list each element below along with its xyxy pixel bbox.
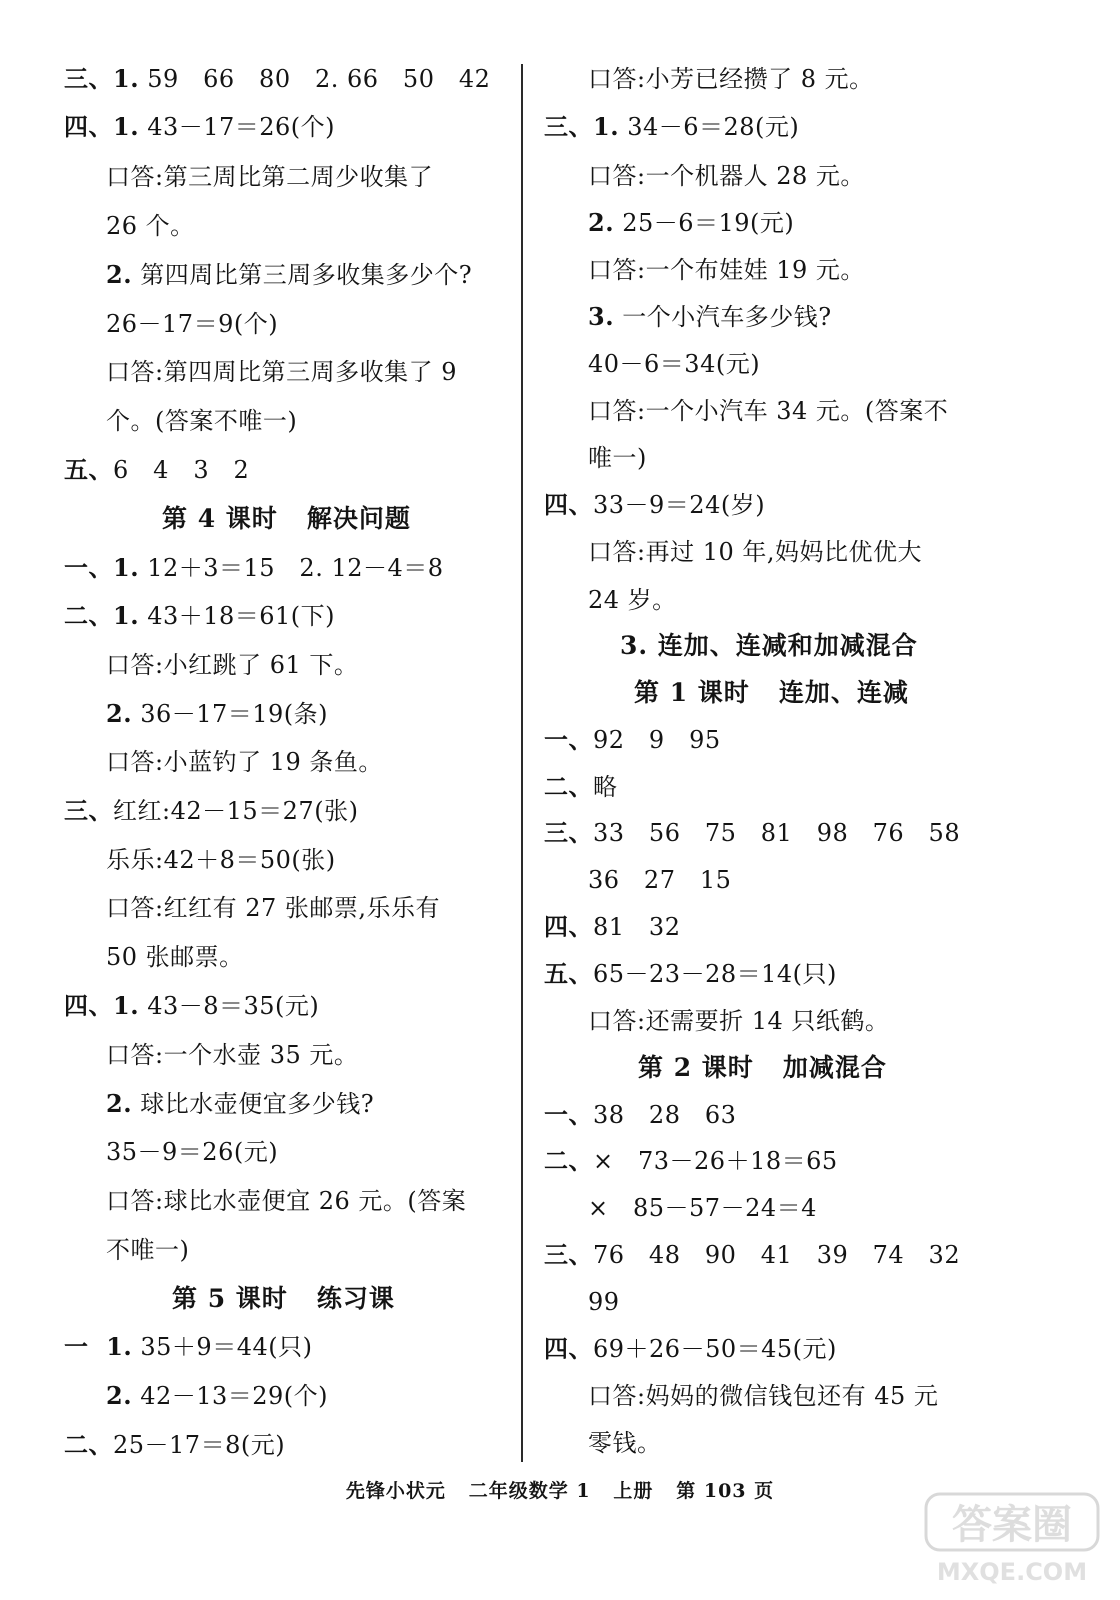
answer-line: 口答:还需要折 14 只纸鹤。 xyxy=(588,1007,890,1035)
answer-line: 三、33 56 75 81 98 76 58 xyxy=(544,818,961,847)
answer-line: 35－9＝26(元) xyxy=(106,1138,279,1166)
answer-line: 三、76 48 90 41 39 74 32 xyxy=(544,1240,961,1269)
answer-line: 40－6＝34(元) xyxy=(588,350,761,378)
answer-line: 口答:小芳已经攒了 8 元。 xyxy=(588,65,874,93)
watermark-logo xyxy=(922,1488,1102,1588)
watermark-logo-text: 答案圈 xyxy=(952,1502,1072,1548)
answer-line: 口答:一个机器人 28 元。 xyxy=(588,162,865,190)
answer-line: 三、1. 59 66 80 2. 66 50 42 xyxy=(64,64,491,93)
answer-line: 26 个。 xyxy=(106,212,195,240)
answer-line: 一、92 9 95 xyxy=(544,725,721,754)
answer-line: 24 岁。 xyxy=(588,586,677,614)
watermark-url: MXQE.COM xyxy=(936,1558,1088,1586)
answer-line: 2. 第四周比第三周多收集多少个? xyxy=(106,260,473,289)
answer-line: 3. 一个小汽车多少钱? xyxy=(588,302,832,331)
answer-line: 四、1. 43－17＝26(个) xyxy=(64,112,336,141)
column-divider xyxy=(521,64,523,1462)
answer-line: 四、81 32 xyxy=(544,912,681,941)
answer-line: 50 张邮票。 xyxy=(106,943,244,971)
answer-line: 口答:小红跳了 61 下。 xyxy=(106,651,359,679)
answer-line: 二、× 73－26＋18＝65 xyxy=(544,1146,838,1175)
section-heading: 第 4 课时 解决问题 xyxy=(162,504,411,533)
answer-line: 不唯一) xyxy=(106,1236,190,1264)
answer-line: 个。(答案不唯一) xyxy=(106,407,298,435)
answer-line: 零钱。 xyxy=(588,1429,662,1457)
answer-line: 口答:妈妈的微信钱包还有 45 元 xyxy=(588,1382,939,1410)
answer-line: 一、1. 12＋3＝15 2. 12－4＝8 xyxy=(64,553,444,582)
answer-line: 26－17＝9(个) xyxy=(106,310,279,338)
chapter-heading: 3. 连加、连减和加减混合 xyxy=(620,631,918,660)
answer-line: 口答:小蓝钓了 19 条鱼。 xyxy=(106,748,383,776)
section-heading: 第 2 课时 加减混合 xyxy=(638,1053,887,1082)
answer-line: 口答:一个水壶 35 元。 xyxy=(106,1041,359,1069)
answer-line: 口答:红红有 27 张邮票,乐乐有 xyxy=(106,894,441,922)
answer-line: 唯一) xyxy=(588,444,647,472)
section-heading: 第 5 课时 练习课 xyxy=(172,1284,395,1313)
answer-line: 乐乐:42＋8＝50(张) xyxy=(106,846,336,874)
answer-line: 一、38 28 63 xyxy=(544,1100,737,1129)
answer-line: 三、红红:42－15＝27(张) xyxy=(64,796,359,825)
answer-line: 口答:第四周比第三周多收集了 9 xyxy=(106,358,457,386)
answer-line: × 85－57－24＝4 xyxy=(588,1194,817,1222)
answer-line: 2. 25－6＝19(元) xyxy=(588,208,795,237)
answer-line: 五、6 4 3 2 xyxy=(64,455,250,484)
page-footer: 先锋小状元 二年级数学 1 上册 第 103 页 xyxy=(345,1480,775,1502)
answer-line: 三、1. 34－6＝28(元) xyxy=(544,112,800,141)
answer-line: 四、1. 43－8＝35(元) xyxy=(64,991,320,1020)
answer-line: 二、25－17＝8(元) xyxy=(64,1430,286,1459)
answer-line: 一 1. 35＋9＝44(只) xyxy=(64,1332,313,1361)
answer-line: 口答:球比水壶便宜 26 元。(答案 xyxy=(106,1187,467,1215)
answer-line: 五、65－23－28＝14(只) xyxy=(544,959,837,988)
answer-line: 四、33－9＝24(岁) xyxy=(544,490,766,519)
answer-line: 口答:第三周比第二周少收集了 xyxy=(106,163,434,191)
answer-line: 2. 球比水壶便宜多少钱? xyxy=(106,1089,375,1118)
answer-line: 2. 42－13＝29(个) xyxy=(106,1381,329,1410)
answer-line: 四、69＋26－50＝45(元) xyxy=(544,1334,837,1363)
answer-line: 99 xyxy=(588,1288,620,1316)
answer-line: 二、略 xyxy=(544,772,618,801)
answer-line: 2. 36－17＝19(条) xyxy=(106,699,329,728)
answer-line: 口答:再过 10 年,妈妈比优优大 xyxy=(588,538,923,566)
answer-line: 二、1. 43＋18＝61(下) xyxy=(64,601,336,630)
answer-line: 口答:一个小汽车 34 元。(答案不 xyxy=(588,397,949,425)
answer-line: 口答:一个布娃娃 19 元。 xyxy=(588,256,865,284)
answer-line: 36 27 15 xyxy=(588,866,732,894)
section-heading: 第 1 课时 连加、连减 xyxy=(634,678,909,707)
